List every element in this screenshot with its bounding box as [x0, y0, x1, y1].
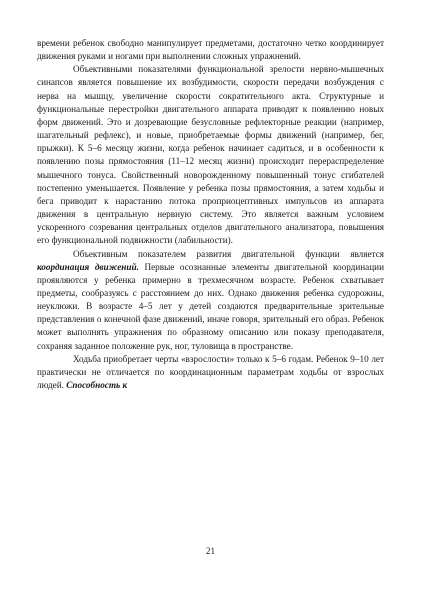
paragraph-text: времени ребенок свободно манипулирует предметами, достаточно четко координирует движения руками и ногами при выполнении сложных упражнений.	[37, 38, 384, 62]
paragraph-text: Объективным показателем развития двигательной функции является	[73, 248, 384, 259]
body-text	[37, 37, 384, 392]
emphasized-term: координация движений.	[37, 261, 139, 272]
page-number: 21	[205, 546, 216, 556]
paragraph	[37, 248, 384, 353]
paragraph-text: Ходьба приобретает черты «взрослости» только к 5–6 годам. Ребенок 9–10 лет практически не отличается по координационным параметрам ходьбы от взрослых людей.	[37, 353, 384, 391]
paragraph	[37, 37, 384, 63]
paragraph-text: Первые осознанные элементы двигательной координации проявляются у ребенка примерно в трехмесячном возрасте. Ребенок схватывает предметы, сообразуясь с расстоянием до них. Однако движения ребенка судорожны, неуклюжи. В возрасте 4–5 лет у детей создаются предварительные зрительные представления о конечной фазе движений, иначе говоря, зрительный его образ. Ребенок может выполнять упражнения по образному описанию или показу преподавателя, сохраняя заданное положение рук, ног, туловища в пространстве.	[37, 261, 385, 351]
emphasized-term: Способность к	[66, 380, 128, 391]
paragraph	[37, 63, 384, 247]
paragraph	[37, 353, 384, 392]
paragraph-text: Объективными показателями функциональной зрелости нервно-мышечных синапсов является повышение их возбудимости, скорости передачи возбуждения с нерва на мышцу, увеличение скорости сократительного акта. Структурные и функциональные перестройки двигательного аппарата приводят к появлению новых форм движений. Это и дозревающие безусловные рефлекторные реакции (например, шагательный рефлекс), и новые, приобретаемые формы движений (например, бег, прыжки). К 5–6 месяцу жизни, когда ребенок начинает садиться, и в особенности к появлению позы прямостояния (11–12 месяц жизни) происходит перераспределение мышечного тонуса. Свойственный новорожденному повышенный тонус сгибателей постепенно уменьшается. Появление у ребенка позы прямостояния, а затем ходьбы и бега приводит к нарастанию потока проприоцептивных импульсов из аппарата движения в центральную нервную систему. Это является важным условием ускоренного созревания центральных отделов двигательного анализатора, повышения его функциональной подвижности (лабильности).	[37, 64, 384, 246]
